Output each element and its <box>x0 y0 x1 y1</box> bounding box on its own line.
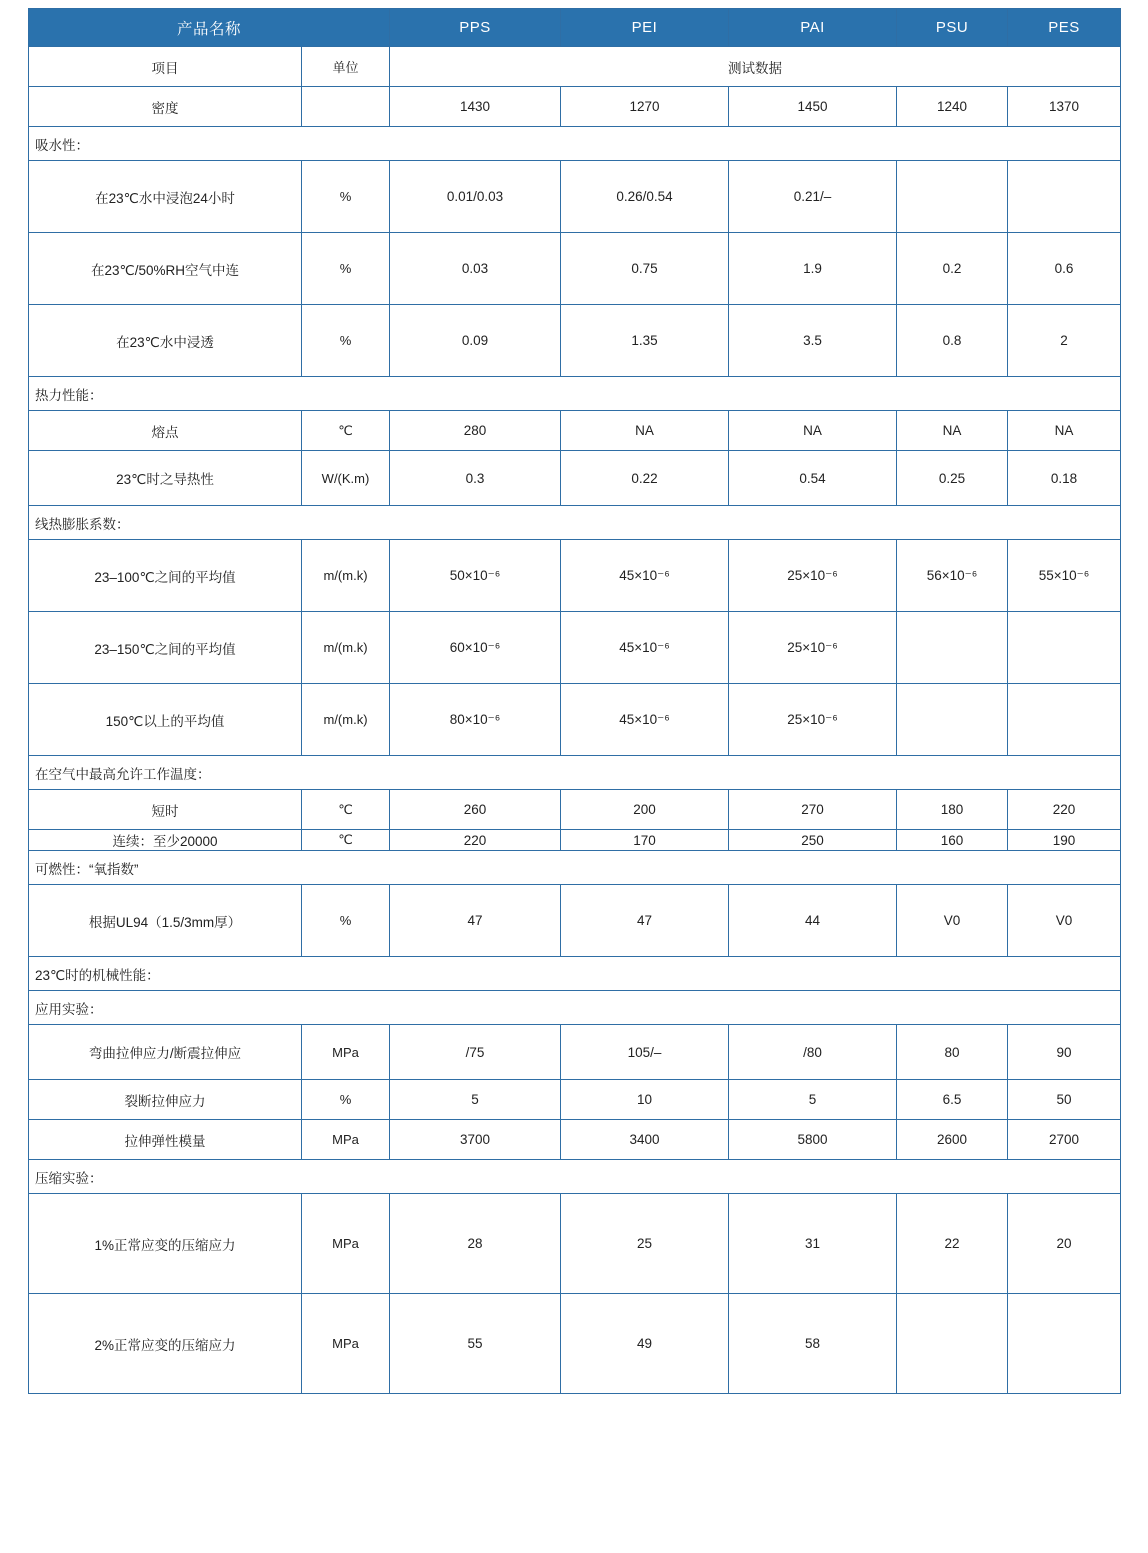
cell-psu: 1240 <box>897 87 1008 127</box>
cell-pps: 280 <box>390 411 561 451</box>
row-item-label: 23–100℃之间的平均值 <box>29 540 302 612</box>
row-unit: MPa <box>302 1120 390 1160</box>
cell-psu: NA <box>897 411 1008 451</box>
cell-psu: 2600 <box>897 1120 1008 1160</box>
cell-pei: 0.75 <box>561 233 729 305</box>
cell-pps: 0.01/0.03 <box>390 161 561 233</box>
cell-pai: 25×10⁻⁶ <box>729 540 897 612</box>
table-row <box>29 1294 1121 1394</box>
table-row <box>29 540 1121 612</box>
row-unit: % <box>302 1080 390 1120</box>
section-row <box>29 957 1121 991</box>
row-unit: m/(m.k) <box>302 540 390 612</box>
cell-pai: 0.54 <box>729 451 897 506</box>
cell-pai: /80 <box>729 1025 897 1080</box>
cell-pps: 3700 <box>390 1120 561 1160</box>
row-item-label: 连续：至少20000 <box>29 830 302 851</box>
section-row <box>29 1160 1121 1194</box>
cell-psu: 56×10⁻⁶ <box>897 540 1008 612</box>
row-unit: % <box>302 161 390 233</box>
table-row <box>29 233 1121 305</box>
section-label: 在空气中最高允许工作温度： <box>29 756 1121 790</box>
row-item-label: 弯曲拉伸应力/断震拉伸应 <box>29 1025 302 1080</box>
cell-psu: 0.8 <box>897 305 1008 377</box>
cell-psu <box>897 684 1008 756</box>
cell-psu <box>897 1294 1008 1394</box>
header-pps: PPS <box>390 9 561 47</box>
cell-psu: V0 <box>897 885 1008 957</box>
cell-pes: 90 <box>1008 1025 1121 1080</box>
row-item-label: 裂断拉伸应力 <box>29 1080 302 1120</box>
cell-pes <box>1008 1294 1121 1394</box>
table-row <box>29 1025 1121 1080</box>
cell-pes: 220 <box>1008 790 1121 830</box>
row-unit: % <box>302 885 390 957</box>
cell-pps: 50×10⁻⁶ <box>390 540 561 612</box>
cell-pps: 80×10⁻⁶ <box>390 684 561 756</box>
cell-pei: NA <box>561 411 729 451</box>
subheader-item: 项目 <box>29 47 302 87</box>
header-row <box>29 9 1121 47</box>
cell-pes <box>1008 612 1121 684</box>
cell-psu: 0.2 <box>897 233 1008 305</box>
section-row <box>29 127 1121 161</box>
cell-psu <box>897 612 1008 684</box>
table-row <box>29 885 1121 957</box>
table-row <box>29 1080 1121 1120</box>
table-row <box>29 1120 1121 1160</box>
row-item-label: 150℃以上的平均值 <box>29 684 302 756</box>
table-body <box>29 47 1121 1394</box>
row-unit: MPa <box>302 1294 390 1394</box>
cell-pes: 0.6 <box>1008 233 1121 305</box>
section-label: 热力性能： <box>29 377 1121 411</box>
cell-pei: 45×10⁻⁶ <box>561 684 729 756</box>
table-row <box>29 830 1121 851</box>
cell-pes: V0 <box>1008 885 1121 957</box>
cell-pps: /75 <box>390 1025 561 1080</box>
section-row <box>29 756 1121 790</box>
cell-psu: 180 <box>897 790 1008 830</box>
row-item-label: 短时 <box>29 790 302 830</box>
cell-pps: 0.3 <box>390 451 561 506</box>
table-row <box>29 161 1121 233</box>
row-item-label: 2%正常应变的压缩应力 <box>29 1294 302 1394</box>
cell-pai: 3.5 <box>729 305 897 377</box>
subheader-row <box>29 47 1121 87</box>
row-item-label: 拉伸弹性模量 <box>29 1120 302 1160</box>
table-row <box>29 305 1121 377</box>
header-pes: PES <box>1008 9 1121 47</box>
cell-pps: 0.09 <box>390 305 561 377</box>
header-pei: PEI <box>561 9 729 47</box>
cell-pps: 0.03 <box>390 233 561 305</box>
row-item-label: 23℃时之导热性 <box>29 451 302 506</box>
cell-psu <box>897 161 1008 233</box>
row-item-label: 在23℃水中浸透 <box>29 305 302 377</box>
cell-pai: 270 <box>729 790 897 830</box>
cell-pai: 5 <box>729 1080 897 1120</box>
row-item-label: 在23℃/50%RH空气中连 <box>29 233 302 305</box>
cell-pes: 2 <box>1008 305 1121 377</box>
cell-pai: 31 <box>729 1194 897 1294</box>
cell-pai: 1.9 <box>729 233 897 305</box>
row-unit: ℃ <box>302 830 390 851</box>
section-row <box>29 506 1121 540</box>
cell-pes <box>1008 161 1121 233</box>
cell-pei: 105/– <box>561 1025 729 1080</box>
cell-pes: 50 <box>1008 1080 1121 1120</box>
cell-pei: 1.35 <box>561 305 729 377</box>
cell-pps: 220 <box>390 830 561 851</box>
cell-pps: 55 <box>390 1294 561 1394</box>
row-unit: MPa <box>302 1025 390 1080</box>
subheader-unit: 单位 <box>302 47 390 87</box>
cell-pei: 49 <box>561 1294 729 1394</box>
cell-pes: 55×10⁻⁶ <box>1008 540 1121 612</box>
cell-pes: 20 <box>1008 1194 1121 1294</box>
table-row <box>29 1194 1121 1294</box>
section-row <box>29 851 1121 885</box>
cell-pei: 47 <box>561 885 729 957</box>
cell-pes <box>1008 684 1121 756</box>
cell-pes: 190 <box>1008 830 1121 851</box>
table-row <box>29 87 1121 127</box>
cell-pai: 58 <box>729 1294 897 1394</box>
table-row <box>29 790 1121 830</box>
cell-pes: NA <box>1008 411 1121 451</box>
header-product-name: 产品名称 <box>29 9 390 47</box>
cell-psu: 22 <box>897 1194 1008 1294</box>
row-unit: % <box>302 233 390 305</box>
cell-pei: 0.22 <box>561 451 729 506</box>
row-item-label: 熔点 <box>29 411 302 451</box>
cell-pps: 1430 <box>390 87 561 127</box>
row-item-label: 密度 <box>29 87 302 127</box>
row-unit: MPa <box>302 1194 390 1294</box>
section-label: 可燃性：“氧指数” <box>29 851 1121 885</box>
cell-pai: 25×10⁻⁶ <box>729 612 897 684</box>
section-label: 线热膨胀系数： <box>29 506 1121 540</box>
row-unit: ℃ <box>302 411 390 451</box>
cell-pes: 2700 <box>1008 1120 1121 1160</box>
cell-pei: 25 <box>561 1194 729 1294</box>
row-unit: W/(K.m) <box>302 451 390 506</box>
cell-pai: 25×10⁻⁶ <box>729 684 897 756</box>
table-header <box>29 9 1121 47</box>
subheader-test-data: 测试数据 <box>390 47 1121 87</box>
cell-pei: 170 <box>561 830 729 851</box>
cell-pei: 200 <box>561 790 729 830</box>
cell-pps: 60×10⁻⁶ <box>390 612 561 684</box>
cell-pai: 5800 <box>729 1120 897 1160</box>
cell-pei: 45×10⁻⁶ <box>561 612 729 684</box>
cell-pps: 47 <box>390 885 561 957</box>
cell-psu: 6.5 <box>897 1080 1008 1120</box>
header-psu: PSU <box>897 9 1008 47</box>
cell-pai: 250 <box>729 830 897 851</box>
cell-pei: 45×10⁻⁶ <box>561 540 729 612</box>
cell-pai: NA <box>729 411 897 451</box>
cell-pai: 0.21/– <box>729 161 897 233</box>
cell-pes: 1370 <box>1008 87 1121 127</box>
table-row <box>29 684 1121 756</box>
cell-pps: 260 <box>390 790 561 830</box>
cell-pei: 10 <box>561 1080 729 1120</box>
row-item-label: 23–150℃之间的平均值 <box>29 612 302 684</box>
table-row <box>29 411 1121 451</box>
cell-pei: 1270 <box>561 87 729 127</box>
header-pai: PAI <box>729 9 897 47</box>
table-row <box>29 451 1121 506</box>
section-label: 应用实验： <box>29 991 1121 1025</box>
row-item-label: 根据UL94（1.5/3mm厚） <box>29 885 302 957</box>
row-item-label: 1%正常应变的压缩应力 <box>29 1194 302 1294</box>
cell-psu: 0.25 <box>897 451 1008 506</box>
cell-pai: 1450 <box>729 87 897 127</box>
row-unit <box>302 87 390 127</box>
section-row <box>29 991 1121 1025</box>
row-unit: m/(m.k) <box>302 684 390 756</box>
section-row <box>29 377 1121 411</box>
cell-psu: 160 <box>897 830 1008 851</box>
cell-psu: 80 <box>897 1025 1008 1080</box>
section-label: 压缩实验： <box>29 1160 1121 1194</box>
table-row <box>29 612 1121 684</box>
row-unit: m/(m.k) <box>302 612 390 684</box>
section-label: 23℃时的机械性能： <box>29 957 1121 991</box>
cell-pes: 0.18 <box>1008 451 1121 506</box>
row-item-label: 在23℃水中浸泡24小时 <box>29 161 302 233</box>
cell-pei: 3400 <box>561 1120 729 1160</box>
row-unit: ℃ <box>302 790 390 830</box>
cell-pps: 5 <box>390 1080 561 1120</box>
material-properties-table <box>28 8 1121 1394</box>
cell-pps: 28 <box>390 1194 561 1294</box>
cell-pei: 0.26/0.54 <box>561 161 729 233</box>
section-label: 吸水性： <box>29 127 1121 161</box>
cell-pai: 44 <box>729 885 897 957</box>
row-unit: % <box>302 305 390 377</box>
